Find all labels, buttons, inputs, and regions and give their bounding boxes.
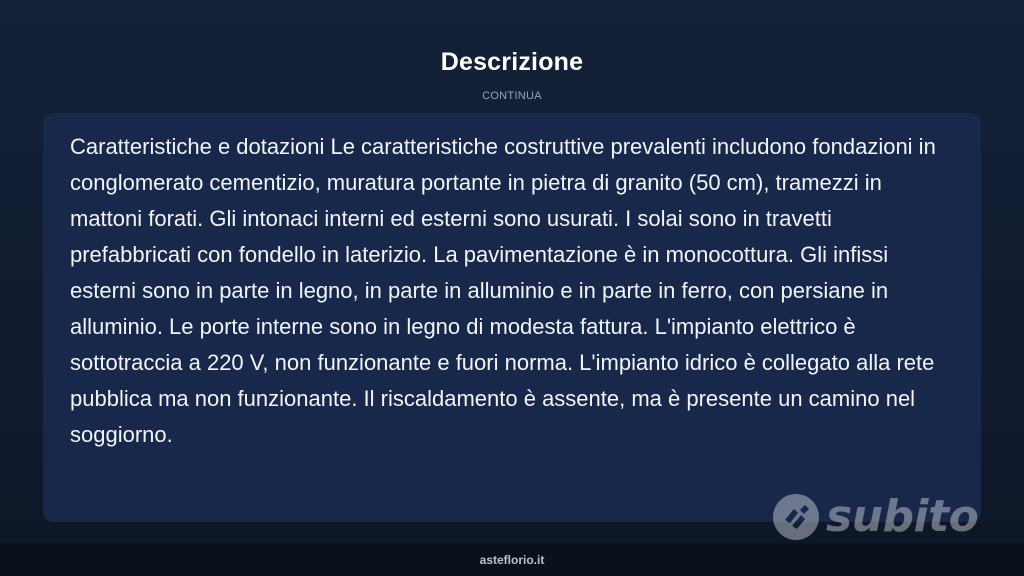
subito-logo-icon	[772, 493, 820, 541]
description-text: Caratteristiche e dotazioni Le caratteristiche costruttive prevalenti includono fondazioni in conglomerato cementizio, muratura portante in pietra di granito (50 cm), tramezzi in mattoni forati. Gli intonaci interni ed esterni sono usurati. I solai sono in travetti prefabbricati con fondello in laterizio. La pavimentazione è in monocottura. Gli infissi esterni sono in parte in legno, in parte in alluminio e in parte in ferro, con persiane in alluminio. Le porte interne sono in legno di modesta fattura. L'impianto elettrico è sottotraccia a 220 V, non funzionante e fuori norma. L'impianto idrico è collegato alla rete pubblica ma non funzionante. Il riscaldamento è assente, ma è presente un camino nel soggiorno.	[70, 134, 936, 447]
footer-bar	[0, 543, 1024, 576]
continue-link[interactable]: CONTINUA	[482, 90, 542, 102]
page-title: Descrizione	[440, 48, 584, 76]
site-name[interactable]: asteflorio.it	[479, 553, 545, 567]
subito-watermark	[772, 490, 978, 544]
description-card	[43, 113, 981, 522]
subito-wordmark: subito	[826, 491, 979, 542]
